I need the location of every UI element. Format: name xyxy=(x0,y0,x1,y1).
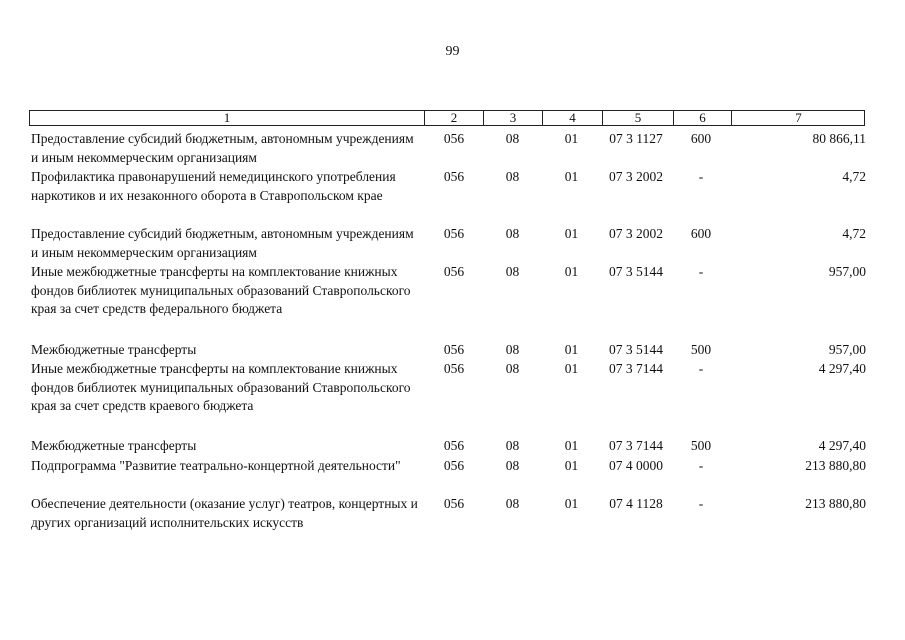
row-col-5: 07 3 5144 xyxy=(609,264,663,279)
row-amount: 957,00 xyxy=(828,264,866,279)
row-col-2: 056 xyxy=(443,361,465,376)
row-col-6: - xyxy=(698,458,704,473)
row-col-4: 01 xyxy=(564,131,579,146)
header-col-3: 3 xyxy=(483,111,542,125)
row-col-4: 01 xyxy=(564,458,579,473)
row-col-2: 056 xyxy=(443,496,465,511)
row-col-6: - xyxy=(698,264,704,279)
row-col-4: 01 xyxy=(564,438,579,453)
row-col-6: - xyxy=(698,496,704,511)
row-col-5: 07 4 0000 xyxy=(609,458,663,473)
row-col-6: - xyxy=(698,361,704,376)
row-name: Межбюджетные трансферты xyxy=(31,342,197,357)
row-col-5: 07 4 1128 xyxy=(609,496,663,511)
row-col-3: 08 xyxy=(505,458,520,473)
row-col-5: 07 3 7144 xyxy=(609,361,663,376)
row-col-2: 056 xyxy=(443,226,465,241)
row-col-2: 056 xyxy=(443,264,465,279)
row-name: Иные межбюджетные трансферты на комплектование книжных фондов библиотек муниципальных образований Ставропольского края за счет средств федерального бюджета xyxy=(31,264,411,317)
row-col-5: 07 3 7144 xyxy=(609,438,663,453)
row-amount: 4 297,40 xyxy=(818,438,866,453)
row-name: Подпрограмма "Развитие театрально-концертной деятельности" xyxy=(31,458,401,473)
row-col-2: 056 xyxy=(443,342,465,357)
row-col-2: 056 xyxy=(443,458,465,473)
row-col-6: 600 xyxy=(690,131,712,146)
page-number: 99 xyxy=(445,44,460,59)
header-col-2: 2 xyxy=(424,111,483,125)
row-col-6: 500 xyxy=(690,342,712,357)
row-col-4: 01 xyxy=(564,342,579,357)
row-name: Предоставление субсидий бюджетным, автономным учреждениям и иным некоммерческим организациям xyxy=(31,226,414,260)
header-col-6: 6 xyxy=(673,111,731,125)
row-col-3: 08 xyxy=(505,496,520,511)
header-col-1: 1 xyxy=(223,110,231,125)
table-header xyxy=(29,110,865,126)
row-amount: 213 880,80 xyxy=(805,496,866,511)
row-col-2: 056 xyxy=(443,438,465,453)
row-col-4: 01 xyxy=(564,226,579,241)
row-col-4: 01 xyxy=(564,361,579,376)
row-col-3: 08 xyxy=(505,264,520,279)
row-name: Профилактика правонарушений немедицинского употребления наркотиков и их незаконного оборота в Ставропольском крае xyxy=(31,169,396,203)
row-col-3: 08 xyxy=(505,226,520,241)
header-col-7: 7 xyxy=(731,111,865,125)
row-amount: 213 880,80 xyxy=(805,458,866,473)
row-col-5: 07 3 5144 xyxy=(609,342,663,357)
row-name: Межбюджетные трансферты xyxy=(31,438,197,453)
row-col-4: 01 xyxy=(564,264,579,279)
row-col-5: 07 3 2002 xyxy=(609,169,663,184)
row-col-3: 08 xyxy=(505,131,520,146)
row-amount: 4,72 xyxy=(842,226,866,241)
row-amount: 4 297,40 xyxy=(818,361,866,376)
row-amount: 80 866,11 xyxy=(812,131,866,146)
row-name: Предоставление субсидий бюджетным, автономным учреждениям и иным некоммерческим организациям xyxy=(31,131,414,165)
row-col-3: 08 xyxy=(505,438,520,453)
row-col-5: 07 3 1127 xyxy=(609,131,663,146)
row-name: Иные межбюджетные трансферты на комплектование книжных фондов библиотек муниципальных образований Ставропольского края за счет средств краевого бюджета xyxy=(31,361,411,414)
row-amount: 957,00 xyxy=(828,342,866,357)
row-col-6: - xyxy=(698,169,704,184)
row-name: Обеспечение деятельности (оказание услуг) театров, концертных и других организаций исполнительских искусств xyxy=(31,496,418,530)
row-col-2: 056 xyxy=(443,169,465,184)
row-col-4: 01 xyxy=(564,169,579,184)
row-col-3: 08 xyxy=(505,361,520,376)
row-col-3: 08 xyxy=(505,169,520,184)
row-col-2: 056 xyxy=(443,131,465,146)
header-col-4: 4 xyxy=(542,111,602,125)
row-col-5: 07 3 2002 xyxy=(609,226,663,241)
row-amount: 4,72 xyxy=(842,169,866,184)
row-col-6: 600 xyxy=(690,226,712,241)
row-col-6: 500 xyxy=(690,438,712,453)
row-col-4: 01 xyxy=(564,496,579,511)
row-col-3: 08 xyxy=(505,342,520,357)
header-col-5: 5 xyxy=(602,111,673,125)
